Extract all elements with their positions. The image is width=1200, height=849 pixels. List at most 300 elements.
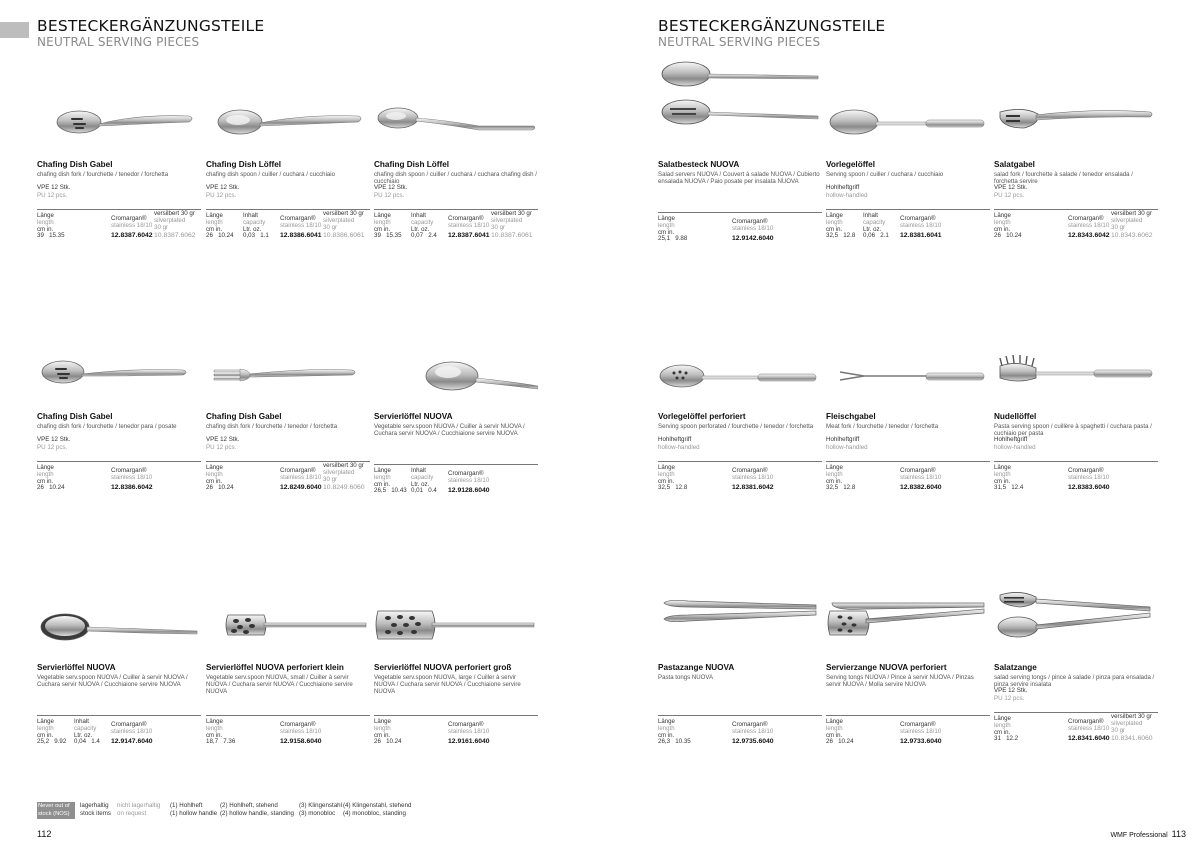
length-in: 10.24 (218, 484, 234, 491)
length-values (826, 738, 854, 745)
length-header (374, 213, 391, 233)
spec-table (994, 461, 1158, 496)
material-stainless (448, 216, 489, 230)
length-values (37, 738, 66, 745)
capacity-label-en: capacity (243, 218, 266, 226)
length-label-de: Länge (658, 718, 675, 725)
length-values (37, 232, 65, 239)
material-silverplated-en: silverplated (154, 216, 186, 224)
length-label-en: length (994, 470, 1011, 478)
packaging-en: PU 12 pcs. (994, 694, 1025, 702)
capacity-ltr: 0,06 (863, 232, 876, 239)
length-header (994, 213, 1011, 233)
material-silverplated-de: versilbert 30 gr (1111, 210, 1152, 217)
length-label-de: Länge (658, 215, 675, 222)
length-label-en: length (826, 724, 843, 732)
product-description: Serving spoon / cuiller / cuchara / cucchiaio (826, 171, 944, 178)
product-packaging (994, 436, 1158, 451)
article-number-stainless: 12.8386.6041 (280, 232, 322, 239)
article-number-stainless: 12.9158.6040 (280, 738, 322, 745)
length-cm: 32,5 (658, 484, 671, 491)
packaging-de: VPE 12 Stk. (37, 436, 71, 443)
product-card (37, 312, 201, 552)
material-silverplated-de: versilbert 30 gr (1111, 713, 1152, 720)
length-units: cm in. (37, 225, 54, 233)
product-packaging (206, 436, 370, 451)
length-in: 10.24 (838, 738, 854, 745)
page-tab-marker (0, 22, 29, 38)
legend-note-3 (299, 802, 342, 817)
product-description: chafing dish fork / fourchette / tenedor / forchetta (206, 423, 338, 430)
capacity-ltr: 0,04 (74, 738, 87, 745)
material-silverplated (1111, 714, 1152, 734)
length-in: 9.88 (675, 235, 688, 242)
product-description: chafing dish spoon / cuiller / cuchara / cuchara chafing dish / cucchiaio (374, 171, 537, 185)
length-label-en: length (37, 218, 54, 226)
product-name: Salatzange (994, 663, 1037, 672)
product-description: Vegetable serv.spoon NUOVA / Cuiller à servir NUOVA / Cuchara servir NUOVA / Cucchiaione servire NUOVA (37, 674, 188, 688)
capacity-oz: 1.1 (260, 232, 269, 239)
right-page (600, 0, 1200, 849)
capacity-header (863, 213, 885, 233)
product-description: Pasta tongs NUOVA (658, 674, 714, 681)
product-image (37, 60, 201, 158)
length-label-en: length (826, 218, 843, 226)
length-in: 12.8 (675, 484, 688, 491)
product-name: Servierlöffel NUOVA (37, 663, 116, 672)
length-cm: 26,5 (374, 487, 387, 494)
article-number-silverplated: 10.8343.6062 (1111, 232, 1153, 239)
legend-nostock-en: on request (117, 809, 147, 817)
packaging-de: VPE 12 Stk. (206, 436, 240, 443)
length-label-en: length (658, 221, 675, 229)
length-label-de: Länge (994, 212, 1011, 219)
capacity-units: Ltr. oz. (411, 480, 430, 488)
product-card (826, 312, 990, 552)
packaging-de: VPE 12 Stk. (994, 184, 1028, 191)
material-stainless-en: stainless 18/10 (1068, 221, 1110, 229)
length-label-en: length (206, 724, 223, 732)
material-stainless (1068, 719, 1109, 733)
length-header (37, 213, 54, 233)
product-packaging (826, 436, 990, 451)
legend-note-2-de: (2) Hohlheft, stehend (220, 802, 278, 809)
length-header (37, 465, 54, 485)
legend-nostock (117, 802, 160, 817)
material-stainless-de: Cromargan® (732, 467, 768, 474)
capacity-values (863, 232, 889, 239)
length-units: cm in. (826, 731, 843, 739)
material-silverplated-weight: 30 gr (323, 475, 338, 483)
product-image (994, 312, 1158, 410)
article-number-stainless: 12.8387.6041 (448, 232, 490, 239)
length-units: cm in. (826, 477, 843, 485)
page-number-right: 113 (1171, 829, 1186, 839)
capacity-values (411, 232, 437, 239)
capacity-ltr: 0,03 (243, 232, 256, 239)
material-silverplated (323, 463, 364, 483)
product-card (206, 563, 370, 803)
material-silverplated-de: versilbert 30 gr (323, 462, 364, 469)
length-label-en: length (826, 470, 843, 478)
material-stainless-en: stainless 18/10 (280, 727, 322, 735)
product-name: Chafing Dish Löffel (374, 160, 450, 169)
length-cm: 39 (374, 232, 381, 239)
product-description: Vegetable serv.spoon NUOVA, small / Cuiller à servir NUOVA / Cuchara servir NUOVA / Cucchiaione servire NUOVA (206, 674, 353, 695)
length-cm: 25,1 (658, 235, 671, 242)
capacity-label-en: capacity (411, 218, 434, 226)
material-stainless-en: stainless 18/10 (732, 473, 774, 481)
footer-brand (1110, 829, 1186, 839)
capacity-label-en: capacity (863, 218, 886, 226)
length-in: 7.36 (223, 738, 236, 745)
product-image (206, 312, 370, 410)
packaging-en: hollow-handled (658, 443, 700, 451)
capacity-label-de: Inhalt (74, 718, 89, 725)
legend-note-4-en: (4) monobloc, standing (343, 809, 406, 817)
article-number-silverplated: 10.8387.6061 (491, 232, 533, 239)
product-name: Fleischgabel (826, 412, 876, 421)
spec-table (37, 461, 201, 496)
material-stainless-de: Cromargan® (111, 467, 147, 474)
material-stainless (900, 468, 941, 482)
spec-table (206, 715, 370, 750)
article-number-stainless: 12.8383.6040 (1068, 484, 1110, 491)
article-number-silverplated: 10.8386.6061 (323, 232, 365, 239)
material-stainless-en: stainless 18/10 (448, 221, 490, 229)
length-header (994, 465, 1011, 485)
length-units: cm in. (206, 477, 223, 485)
capacity-label-de: Inhalt (411, 467, 426, 474)
material-stainless (1068, 468, 1109, 482)
length-label-de: Länge (826, 212, 843, 219)
product-card (826, 563, 990, 803)
capacity-label-de: Inhalt (243, 212, 258, 219)
length-header (826, 719, 843, 739)
material-stainless-de: Cromargan® (111, 721, 147, 728)
product-packaging (374, 184, 538, 199)
product-name: Chafing Dish Löffel (206, 160, 282, 169)
spec-table (37, 209, 201, 244)
material-silverplated-weight: 30 gr (1111, 726, 1126, 734)
material-silverplated-de: versilbert 30 gr (154, 210, 195, 217)
length-label-en: length (658, 470, 675, 478)
capacity-header (74, 719, 96, 739)
length-header (994, 716, 1011, 736)
capacity-values (74, 738, 100, 745)
material-stainless (448, 471, 489, 485)
length-units: cm in. (658, 731, 675, 739)
length-units: cm in. (37, 477, 54, 485)
capacity-oz: 1.4 (91, 738, 100, 745)
length-cm: 18,7 (206, 738, 219, 745)
product-card (374, 312, 538, 552)
length-in: 10.24 (49, 484, 65, 491)
material-stainless-de: Cromargan® (1068, 718, 1104, 725)
material-stainless (1068, 216, 1109, 230)
length-values (994, 232, 1022, 239)
page-subtitle: NEUTRAL SERVING PIECES (658, 35, 821, 49)
material-stainless-de: Cromargan® (448, 215, 484, 222)
legend-note-1-de: (1) Hohlheft (170, 802, 203, 809)
product-name: Vorlegelöffel (826, 160, 875, 169)
product-name: Vorlegelöffel perforiert (658, 412, 746, 421)
length-in: 12.8 (843, 484, 856, 491)
length-label-de: Länge (37, 212, 54, 219)
product-description: chafing dish spoon / cuiller / cuchara / cucchiaio (206, 171, 336, 178)
brand-name: WMF Professional (1110, 832, 1168, 839)
length-units: cm in. (994, 225, 1011, 233)
product-image (994, 563, 1158, 661)
product-name: Nudellöffel (994, 412, 1037, 421)
material-stainless-de: Cromargan® (900, 215, 936, 222)
product-description: chafing dish fork / fourchette / tenedor para / posate (37, 423, 177, 430)
length-header (826, 213, 843, 233)
length-label-en: length (374, 724, 391, 732)
length-label-en: length (658, 724, 675, 732)
spec-table (206, 209, 370, 244)
length-in: 10.43 (391, 487, 407, 494)
length-header (206, 213, 223, 233)
length-cm: 32,5 (826, 484, 839, 491)
packaging-en: PU 12 pcs. (37, 191, 68, 199)
length-values (206, 738, 235, 745)
product-image (374, 60, 538, 158)
length-in: 15.35 (386, 232, 402, 239)
length-label-en: length (374, 218, 391, 226)
product-name: Salatgabel (994, 160, 1035, 169)
length-label-de: Länge (374, 718, 391, 725)
product-packaging (826, 184, 990, 199)
packaging-de: VPE 12 Stk. (994, 687, 1028, 694)
capacity-units: Ltr. oz. (411, 225, 430, 233)
material-stainless-en: stainless 18/10 (448, 476, 490, 484)
length-values (206, 484, 234, 491)
legend-note-2-en: (2) hollow handle, standing (220, 809, 294, 817)
capacity-values (243, 232, 269, 239)
spec-table (206, 461, 370, 496)
length-label-de: Länge (658, 464, 675, 471)
product-image (658, 312, 822, 410)
spec-table (826, 461, 990, 496)
length-in: 10.24 (1006, 232, 1022, 239)
material-stainless-en: stainless 18/10 (1068, 473, 1110, 481)
product-image (658, 60, 822, 158)
length-cm: 31,5 (994, 484, 1007, 491)
length-label-de: Länge (374, 467, 391, 474)
material-stainless-de: Cromargan® (280, 467, 316, 474)
material-stainless-de: Cromargan® (448, 721, 484, 728)
article-number-stainless: 12.8249.6040 (280, 484, 322, 491)
length-values (374, 738, 402, 745)
material-stainless-en: stainless 18/10 (280, 473, 322, 481)
length-label-en: length (37, 724, 54, 732)
length-cm: 25,2 (37, 738, 50, 745)
length-label-en: length (994, 218, 1011, 226)
length-cm: 31 (994, 735, 1001, 742)
length-in: 10.24 (386, 738, 402, 745)
capacity-oz: 2.1 (880, 232, 889, 239)
spec-table (658, 461, 822, 496)
material-stainless-en: stainless 18/10 (1068, 724, 1110, 732)
product-card (826, 60, 990, 300)
material-silverplated-weight: 30 gr (1111, 223, 1126, 231)
product-image (658, 563, 822, 661)
article-number-stainless: 12.9147.6040 (111, 738, 153, 745)
material-stainless (900, 216, 941, 230)
length-cm: 26 (374, 738, 381, 745)
length-label-de: Länge (206, 718, 223, 725)
length-units: cm in. (658, 228, 675, 236)
material-silverplated-de: versilbert 30 gr (491, 210, 532, 217)
material-stainless-en: stainless 18/10 (732, 224, 774, 232)
product-name: Servierlöffel NUOVA perforiert klein (206, 663, 344, 672)
length-label-en: length (206, 470, 223, 478)
capacity-label-de: Inhalt (411, 212, 426, 219)
length-header (37, 719, 54, 739)
material-silverplated-en: silverplated (491, 216, 523, 224)
material-silverplated-en: silverplated (1111, 719, 1143, 727)
material-silverplated-en: silverplated (323, 216, 355, 224)
length-in: 15.35 (49, 232, 65, 239)
material-stainless (280, 722, 321, 736)
length-units: cm in. (994, 728, 1011, 736)
product-name: Chafing Dish Gabel (37, 160, 113, 169)
length-values (374, 232, 402, 239)
packaging-en: hollow-handled (826, 443, 868, 451)
material-stainless (732, 722, 773, 736)
length-label-en: length (994, 721, 1011, 729)
length-cm: 26 (994, 232, 1001, 239)
length-units: cm in. (374, 480, 391, 488)
length-cm: 26 (37, 484, 44, 491)
length-values (994, 735, 1018, 742)
spec-table (374, 464, 538, 499)
material-stainless (111, 216, 152, 230)
product-card (994, 312, 1158, 552)
material-stainless-en: stainless 18/10 (111, 727, 153, 735)
capacity-label-en: capacity (74, 724, 97, 732)
legend-note-3-de: (3) Klingenstahl (299, 802, 342, 809)
capacity-units: Ltr. oz. (243, 225, 262, 233)
packaging-de: Hohlheftgriff (658, 436, 692, 443)
capacity-oz: 2.4 (428, 232, 437, 239)
capacity-values (411, 487, 437, 494)
capacity-ltr: 0,07 (411, 232, 424, 239)
material-stainless (900, 722, 941, 736)
length-label-en: length (374, 473, 391, 481)
length-header (374, 719, 391, 739)
material-stainless-en: stainless 18/10 (900, 221, 942, 229)
material-silverplated-weight: 30 gr (323, 223, 338, 231)
length-label-de: Länge (994, 715, 1011, 722)
article-number-silverplated: 10.8387.6062 (154, 232, 196, 239)
nos-badge-line1: Never out of (38, 803, 70, 809)
capacity-units: Ltr. oz. (74, 731, 93, 739)
product-card (658, 312, 822, 552)
article-number-stainless: 12.9142.6040 (732, 235, 774, 242)
spec-table (374, 209, 538, 244)
product-image (374, 312, 538, 410)
product-card (374, 60, 538, 300)
spec-table (374, 715, 538, 750)
product-description: salad fork / fourchette à salade / tenedor ensalada / forchetta servire (994, 171, 1133, 185)
packaging-en: PU 12 pcs. (374, 191, 405, 199)
length-label-de: Länge (374, 212, 391, 219)
capacity-header (243, 213, 265, 233)
packaging-de: VPE 12 Stk. (206, 184, 240, 191)
article-number-silverplated: 10.8341.6060 (1111, 735, 1153, 742)
material-stainless (280, 216, 321, 230)
capacity-header (411, 213, 433, 233)
product-name: Servierzange NUOVA perforiert (826, 663, 947, 672)
product-card (374, 563, 538, 803)
material-stainless (732, 468, 773, 482)
length-header (374, 468, 391, 488)
nos-badge (37, 802, 75, 819)
legend-note-4 (343, 802, 411, 817)
legend-note-1 (170, 802, 217, 817)
length-units: cm in. (994, 477, 1011, 485)
length-in: 10.24 (218, 232, 234, 239)
material-stainless-en: stainless 18/10 (900, 473, 942, 481)
length-units: cm in. (37, 731, 54, 739)
length-header (206, 719, 223, 739)
product-description: Pasta serving spoon / cuillère à spaghetti / cuchara pasta / cuchiaio per pasta (994, 423, 1152, 437)
length-label-de: Länge (37, 718, 54, 725)
length-header (658, 216, 675, 236)
material-stainless-en: stainless 18/10 (111, 221, 153, 229)
product-image (206, 563, 370, 661)
material-stainless-en: stainless 18/10 (280, 221, 322, 229)
material-stainless-de: Cromargan® (732, 721, 768, 728)
material-silverplated-en: silverplated (323, 468, 355, 476)
length-units: cm in. (658, 477, 675, 485)
product-description: salad serving tongs / pince à salade / pinza para ensalada / pinza servire insalata (994, 674, 1155, 688)
length-values (658, 738, 691, 745)
length-cm: 26,3 (658, 738, 671, 745)
capacity-label-de: Inhalt (863, 212, 878, 219)
length-values (374, 487, 407, 494)
length-label-de: Länge (206, 212, 223, 219)
length-units: cm in. (374, 225, 391, 233)
packaging-en: PU 12 pcs. (994, 191, 1025, 199)
capacity-label-en: capacity (411, 473, 434, 481)
material-stainless (280, 468, 321, 482)
length-units: cm in. (374, 731, 391, 739)
length-values (826, 484, 855, 491)
spec-table (994, 712, 1158, 747)
length-cm: 26 (826, 738, 833, 745)
packaging-de: Hohlheftgriff (994, 436, 1028, 443)
legend-note-3-en: (3) monobloc (299, 809, 336, 817)
material-stainless-en: stainless 18/10 (448, 727, 490, 735)
product-description: Serving tongs NUOVA / Pince à servir NUOVA / Pinzas servir NUOVA / Molla servire NUOVA (826, 674, 974, 688)
length-units: cm in. (826, 225, 843, 233)
length-values (206, 232, 234, 239)
article-number-silverplated: 10.8249.6060 (323, 484, 365, 491)
legend-stock-en: stock items (80, 809, 111, 817)
packaging-en: hollow-handled (994, 443, 1036, 451)
product-card (994, 563, 1158, 803)
length-values (826, 232, 855, 239)
length-label-en: length (37, 470, 54, 478)
material-stainless-de: Cromargan® (280, 215, 316, 222)
legend-nostock-de: nicht lagerhaltig (117, 802, 161, 809)
legend-stock (80, 802, 111, 817)
product-card (994, 60, 1158, 300)
length-cm: 32,5 (826, 232, 839, 239)
